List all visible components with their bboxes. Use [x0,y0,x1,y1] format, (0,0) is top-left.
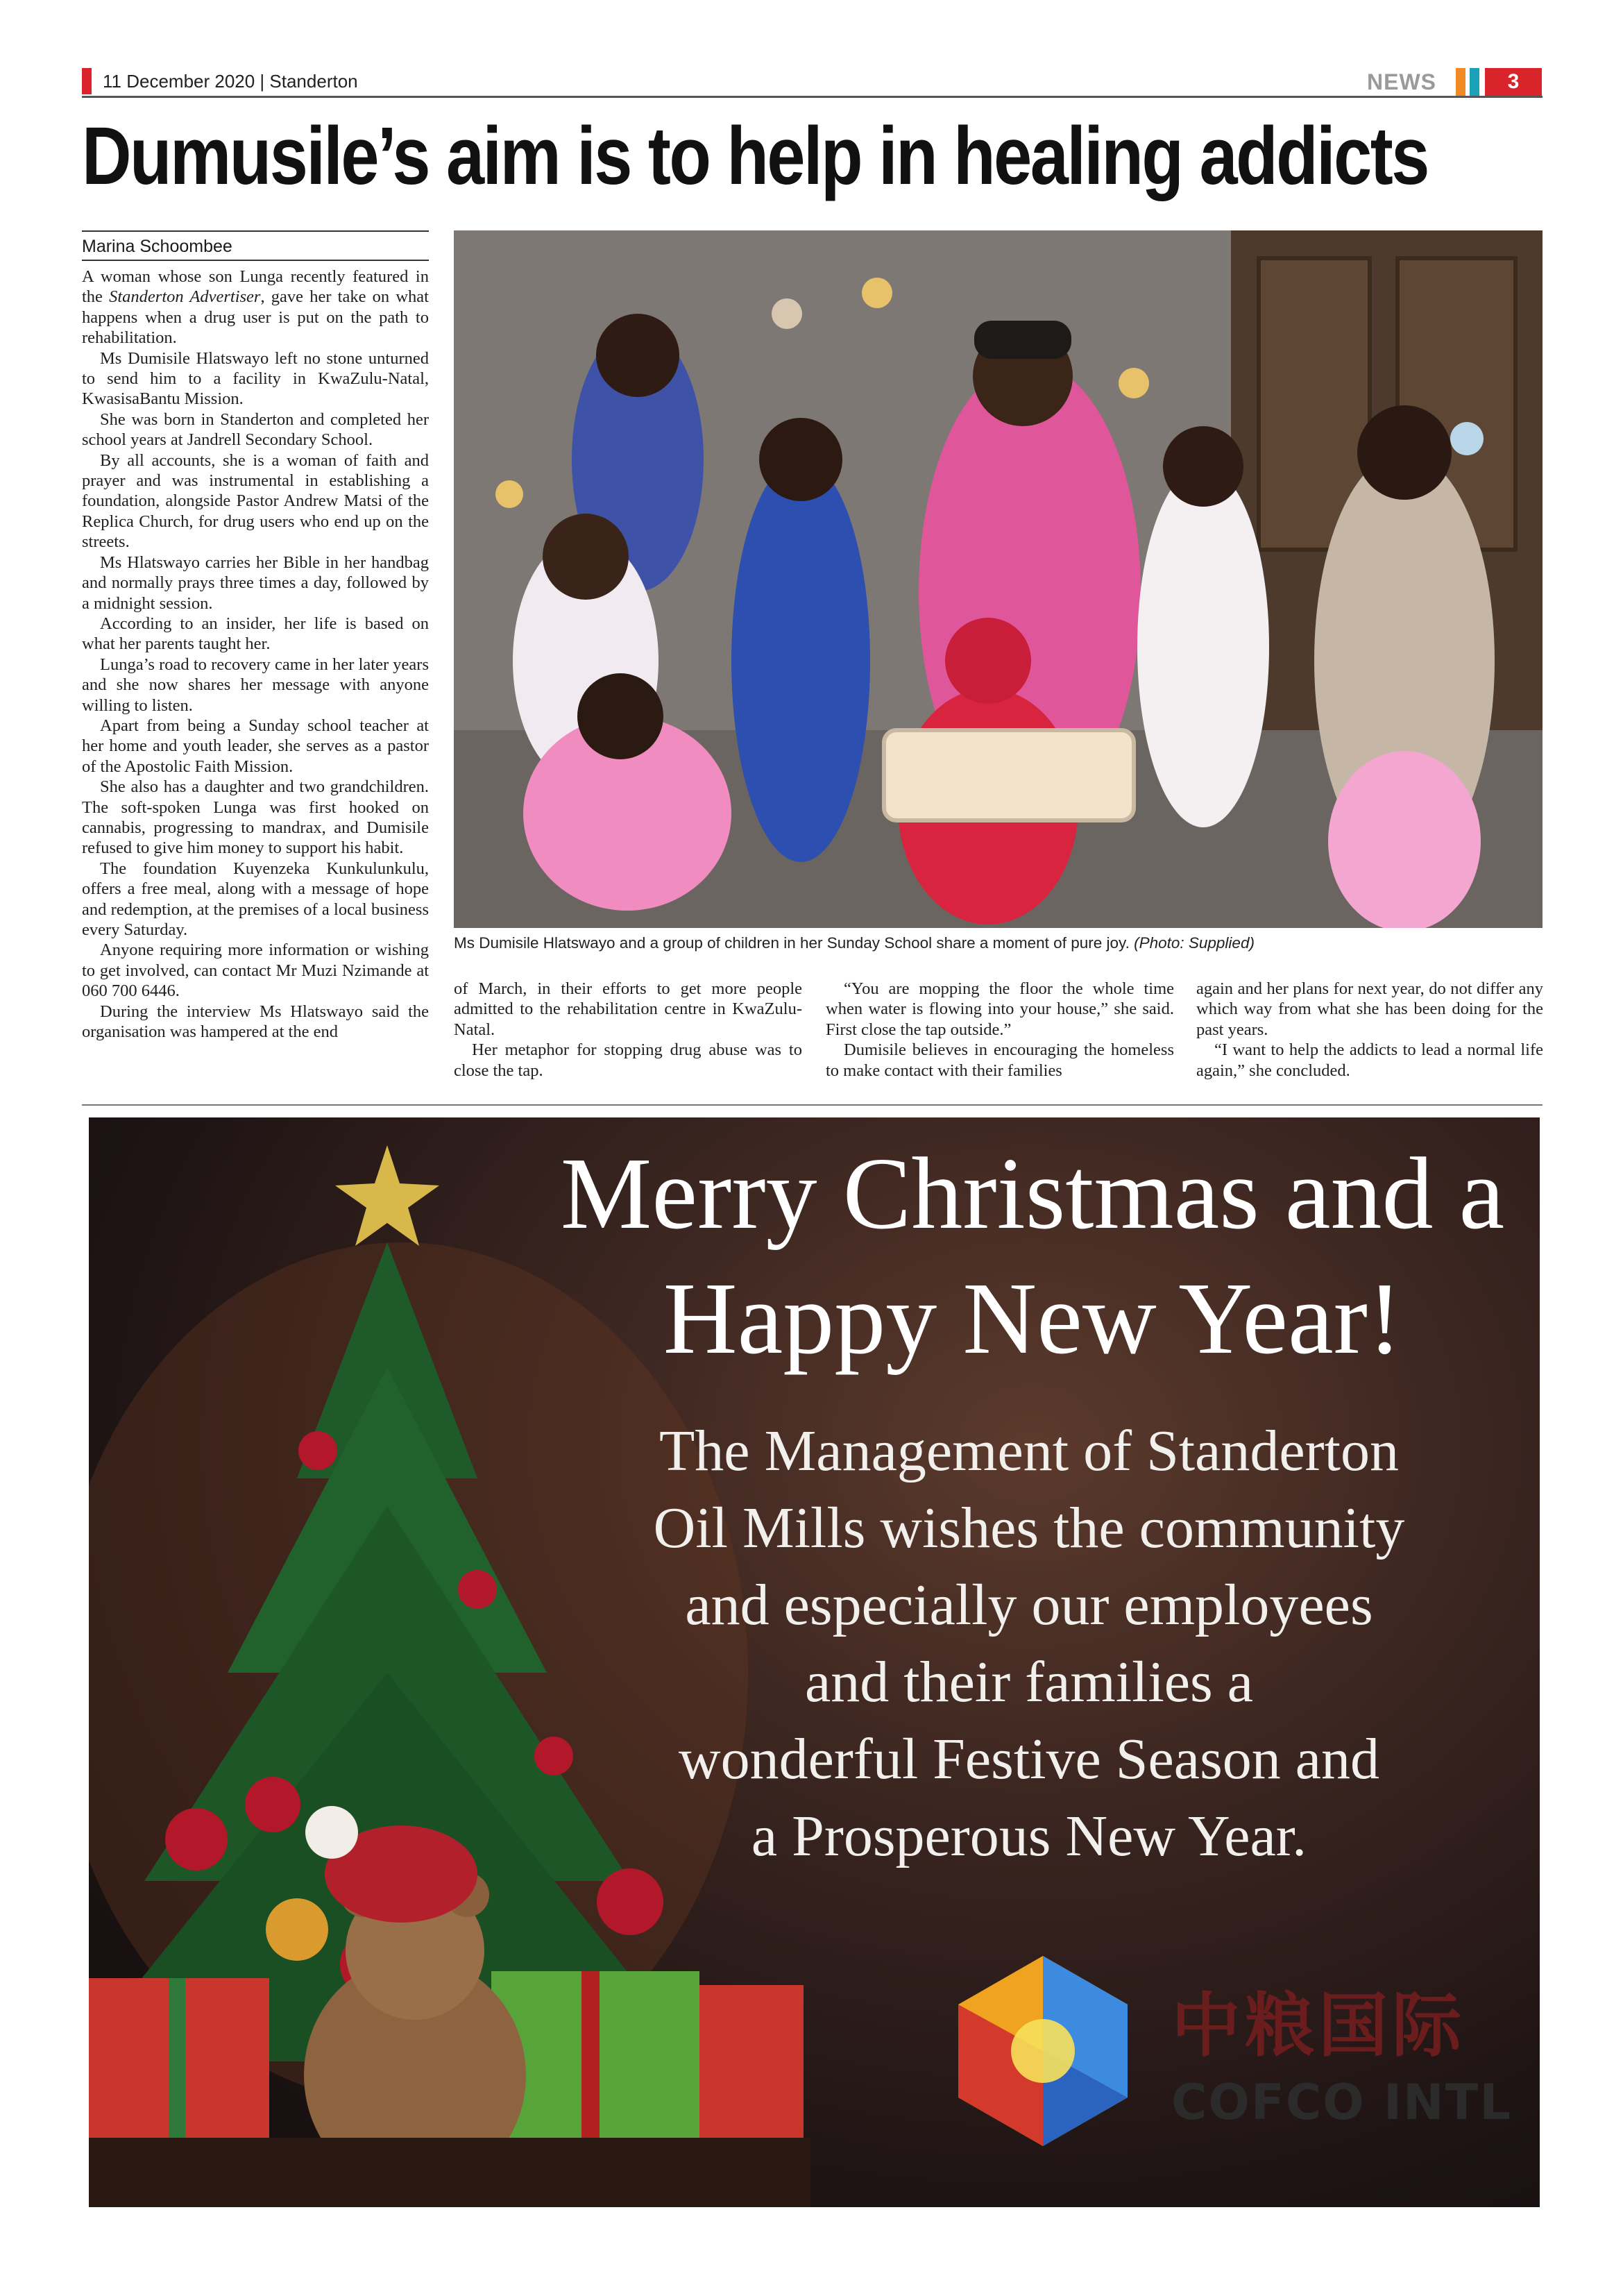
advert-greeting-line-1: Merry Christmas and a [560,1137,1505,1251]
byline-bottom-rule [82,260,429,261]
article-column-4 [1196,979,1543,1081]
photo-credit: (Photo: Supplied) [1134,934,1255,952]
section-divider [82,1104,1543,1106]
byline-top-rule [82,230,429,232]
advert-message [630,1412,1428,1875]
paragraph: The foundation Kuyenzeka Kunkulunkulu, offers a free meal, along with a message of hope and redemption, at the premises of a local business every Saturday. [82,859,429,939]
paragraph: According to an insider, her life is based on what her parents taught her. [82,614,429,654]
christmas-advert [89,1117,1540,2207]
paragraph: “You are mopping the floor the whole time when water is flowing into your house,” she said. First close the tap outside.” [826,979,1174,1039]
page-number: 3 [1485,68,1542,96]
paragraph: Lunga’s road to recovery came in her later years and she now shares her message with anyone willing to listen. [82,655,429,715]
paragraph: again and her plans for next year, do not differ any which way from what she has been doing for the past years. [1196,979,1543,1039]
photo-caption-text: Ms Dumisile Hlatswayo and a group of children in her Sunday School share a moment of pure joy. [454,934,1130,952]
header-section-label: NEWS [1367,69,1436,94]
cofco-logo-icon [946,1950,1140,2152]
paragraph: Anyone requiring more information or wishing to get involved, can contact Mr Muzi Nzimande at 060 700 6446. [82,940,429,1001]
advert-message-line: The Management of Standerton [659,1419,1399,1483]
article-column-3 [826,979,1174,1081]
advert-greeting-line-2: Happy New Year! [663,1262,1402,1376]
paragraph: She was born in Standerton and completed her school years at Jandrell Secondary School. [82,410,429,450]
photo-illustration [454,230,1543,928]
header-orange-marker [1456,68,1465,96]
byline: Marina Schoombee [82,237,232,256]
paragraph: Her metaphor for stopping drug abuse was to close the tap. [454,1040,802,1080]
paragraph: She also has a daughter and two grandchildren. The soft-spoken Lunga was first hooked on cannabis, progressing to mandrax, and Dumisile refused to give him money to support his habit. [82,777,429,858]
article-headline: Dumusile’s aim is to help in healing addicts [82,110,1428,202]
article-photo [454,230,1543,928]
article-column-1 [82,267,429,1042]
paragraph: of March, in their efforts to get more people admitted to the rehabilitation centre in KwaZulu-Natal. [454,979,802,1039]
advert-message-line: Oil Mills wishes the community [653,1496,1405,1560]
paragraph: “I want to help the addicts to lead a normal life again,” she concluded. [1196,1040,1543,1080]
photo-caption [454,932,1543,954]
star-icon [335,1145,439,1246]
logo-english-text: COFCO INTL [1171,2074,1512,2131]
paragraph: A woman whose son Lunga recently featured in the Standerton Advertiser, gave her take on what happens when a drug user is put on the path to rehabilitation. [82,267,429,348]
advert-message-line: wonderful Festive Season and [678,1727,1380,1791]
paragraph: Dumisile believes in encouraging the homeless to make contact with their families [826,1040,1174,1080]
advert-message-line: a Prosperous New Year. [751,1804,1307,1868]
header-red-marker [82,68,92,94]
paragraph: Ms Dumisile Hlatswayo left no stone unturned to send him to a facility in KwaZulu-Natal, KwasisaBantu Mission. [82,348,429,409]
advert-message-line: and especially our employees [685,1573,1373,1637]
header-date-section: 11 December 2020 | Standerton [103,71,358,92]
header-teal-marker [1470,68,1479,96]
paragraph: Apart from being a Sunday school teacher at her home and youth leader, she serves as a pastor of the Apostolic Faith Mission. [82,716,429,776]
paragraph: By all accounts, she is a woman of faith and prayer and was instrumental in establishing a foundation, alongside Pastor Andrew Matsi of the Replica Church, for drug users who end up on the streets. [82,450,429,552]
advert-message-line: and their families a [804,1650,1254,1714]
article-column-2 [454,979,802,1081]
paragraph: During the interview Ms Hlatswayo said the organisation was hampered at the end [82,1002,429,1042]
paragraph: Ms Hlatswayo carries her Bible in her handbag and normally prays three times a day, followed by a midnight session. [82,552,429,613]
logo-chinese-text: 中粮国际 [1171,1985,1465,2066]
